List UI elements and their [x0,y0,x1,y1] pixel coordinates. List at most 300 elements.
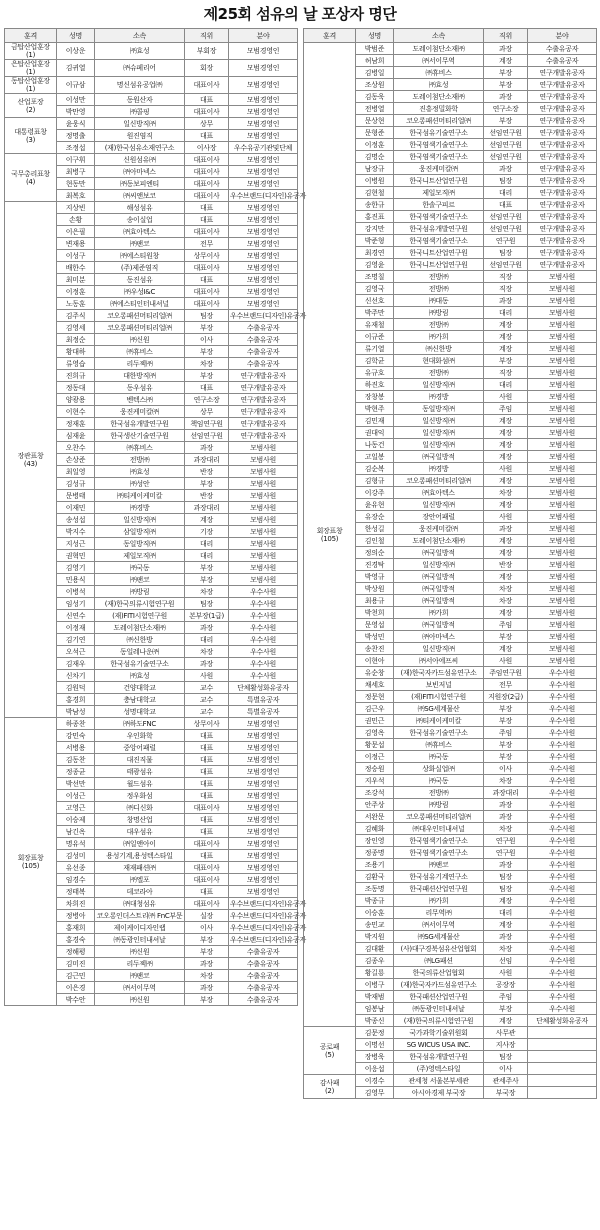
position-cell: 직장 [484,271,528,283]
affiliation-cell: ㈜효아텍스 [394,487,484,499]
award-recipient-name: 김명순 [356,151,394,163]
field-cell: 연구개발유공자 [528,103,597,115]
award-recipient-name: 정승원 [356,763,394,775]
field-cell: 수출유공자 [229,322,298,334]
field-cell: 모범사원 [528,343,597,355]
field-cell: 우수브랜드(디자인)유공자 [230,935,306,944]
affiliation-cell: 대우섬유 [95,826,185,838]
award-recipient-name: 김영세 [57,322,95,334]
award-recipient-name: 김영윤 [356,259,394,271]
position-cell: 전무 [185,238,229,250]
award-recipient-name: 조정섭 [57,142,95,154]
position-cell: 대표이사 [185,154,229,166]
award-recipient-name: 김문정 [356,1027,394,1039]
position-cell: 계장 [484,571,528,583]
award-category-cell: 은탑산업훈장 (1) [5,60,57,77]
affiliation-cell: 제이케이디자인랩 [95,922,185,934]
award-recipient-name: 박만영 [57,106,95,118]
affiliation-cell: 용성기계,용성텍스타일 [95,850,185,862]
position-cell: 부장 [185,370,229,382]
field-cell: 모범경영인 [229,154,298,166]
affiliation-cell: 코오롱패션머티리얼㈜ [95,310,185,322]
field-cell: 모범사원 [528,379,597,391]
position-cell: 연구원 [484,847,528,859]
affiliation-cell: ㈜SG세계물산 [394,931,484,943]
position-cell: 대표이사 [185,190,229,202]
field-cell: 수출유공자 [229,358,298,370]
field-cell: 모범사원 [528,307,597,319]
position-cell: 대표이사 [185,166,229,178]
affiliation-cell: 태광섬유 [95,766,185,778]
position-cell: 대표이사 [185,226,229,238]
award-recipient-name: 심재윤 [57,430,95,442]
award-recipient-name: 김종우 [356,955,394,967]
field-cell: 모범사원 [528,355,597,367]
affiliation-cell: 신원섬유㈜ [95,154,185,166]
field-cell: 우수사원 [528,1003,597,1015]
award-recipient-name: 유순창 [356,667,394,679]
position-cell: 과장 [484,523,528,535]
field-cell: 모범사원 [528,655,597,667]
award-recipient-name: 김환국 [356,871,394,883]
field-cell: 모범경영인 [229,238,298,250]
position-cell: 대표 [185,886,229,898]
position-cell: 사원 [484,655,528,667]
award-recipient-name: 안주상 [356,799,394,811]
award-recipient-name: 배한수 [57,262,95,274]
award-recipient-name: 박현주 [356,403,394,415]
affiliation-cell: 제일모직㈜ [394,187,484,199]
affiliation-cell: 웅진케미칼㈜ [394,523,484,535]
award-recipient-name: 허남희 [356,55,394,67]
affiliation-cell: ㈜슈페리어 [95,60,185,77]
field-cell: 모범경영인 [229,94,298,106]
award-category-cell: 회장표창 (105) [304,43,356,1027]
award-category-cell: 공로패 (5) [304,1027,356,1075]
affiliation-cell: ㈜대우인터내셔널 [394,823,484,835]
field-cell: 연구개발유공자 [229,382,298,394]
affiliation-cell: ㈜경방 [394,391,484,403]
table-row [304,1075,597,1087]
award-recipient-name: 이성근 [57,790,95,802]
position-cell: 연구원 [484,835,528,847]
position-cell: 사원 [484,463,528,475]
award-recipient-name: 송한규 [356,199,394,211]
header-award: 훈격 [304,29,356,43]
award-recipient-name: 김귀열 [57,60,95,77]
position-cell: 대리 [484,907,528,919]
position-cell: 연구원 [484,235,528,247]
left-award-table [4,28,306,1006]
position-cell: 부장 [484,631,528,643]
position-cell: 부장 [484,79,528,91]
field-cell: 우수사원 [528,871,597,883]
award-recipient-name: 강민숙 [57,730,95,742]
affiliation-cell: 리두젝㈜ [95,958,185,970]
position-cell: 선임연구원 [484,259,528,271]
affiliation-cell: 코오롱패션머티리얼㈜ [394,811,484,823]
award-recipient-name: 조상원 [356,79,394,91]
field-cell: 수출유공자 [229,994,298,1006]
position-cell: 이사 [185,922,229,934]
affiliation-cell: 동일레나운㈜ [95,646,185,658]
affiliation-cell: 중앙어패럴 [95,742,185,754]
affiliation-cell: 관세청 서울본부세관 [394,1075,484,1087]
award-recipient-name: 김기연 [57,634,95,646]
affiliation-cell: ㈜에스티인터내셔널 [95,298,185,310]
field-cell: 우수사원 [528,703,597,715]
award-recipient-name: 권민근 [356,715,394,727]
award-recipient-name: 조강석 [356,787,394,799]
affiliation-cell: 도레이첨단소재㈜ [394,91,484,103]
award-recipient-name: 하종찬 [57,718,95,730]
position-cell: 상무 [185,406,229,418]
award-recipient-name: 문병태 [57,490,95,502]
affiliation-cell: (재)FITI시험연구원 [95,610,185,622]
award-recipient-name: 박천희 [356,607,394,619]
header-affiliation: 소속 [95,29,185,43]
affiliation-cell: ㈜국일방적 [394,583,484,595]
field-cell: 우수사원 [528,823,597,835]
position-cell: 지사장 [484,1039,528,1051]
award-recipient-name: 이현아 [356,655,394,667]
award-recipient-name: 최병구 [57,166,95,178]
field-cell: 우수사원 [528,883,597,895]
affiliation-cell: 재재패션㈜ [95,862,185,874]
affiliation-cell: ㈜국동 [394,775,484,787]
award-recipient-name: 전병열 [356,103,394,115]
award-recipient-name: 이명선 [356,1039,394,1051]
field-cell: 모범경영인 [229,838,298,850]
position-cell: 대표 [185,94,229,106]
affiliation-cell: 일신방직㈜ [394,499,484,511]
award-recipient-name: 홍진표 [356,211,394,223]
award-recipient-name: 정명출 [57,130,95,142]
affiliation-cell: 장안어패럴 [394,511,484,523]
award-recipient-name: 권대익 [356,427,394,439]
award-recipient-name: 김영국 [356,283,394,295]
field-cell: 연구개발유공자 [229,394,298,406]
field-cell: 우수사원 [229,658,298,670]
award-recipient-name: 김영무 [356,1087,394,1099]
affiliation-cell: ㈜신한방 [95,634,185,646]
affiliation-cell: (재)한국의류시험연구원 [95,598,185,610]
field-cell: 모범경영인 [229,826,298,838]
field-cell: 연구개발유공자 [528,91,597,103]
affiliation-cell: 코오롱인더스트리㈜ FnC부문 [95,910,185,922]
award-recipient-name: 김순복 [356,463,394,475]
field-cell: 연구개발유공자 [229,370,298,382]
award-recipient-name: 장창봉 [356,391,394,403]
affiliation-cell: 우인화학 [95,730,185,742]
affiliation-cell: 한국섬유기술연구소 [95,658,185,670]
position-cell: 대표 [484,199,528,211]
affiliation-cell: 한국염색기술연구소 [394,151,484,163]
position-cell: 선임연구원 [484,223,528,235]
affiliation-cell: 한국니트산업연구원 [394,175,484,187]
affiliation-cell: 대한방직㈜ [95,370,185,382]
affiliation-cell: ㈜방림 [95,586,185,598]
affiliation-cell: ㈜일앤아이 [95,838,185,850]
field-cell: 수출유공자 [229,346,298,358]
position-cell: 선임연구원 [484,211,528,223]
field-cell: 모범경영인 [229,43,298,60]
field-cell: 우수브랜드(디자인)유공자 [230,923,306,932]
position-cell: 계장 [484,535,528,547]
affiliation-cell: ㈜국동 [394,751,484,763]
position-cell: 대표 [185,202,229,214]
affiliation-cell: 일신방직㈜ [394,559,484,571]
award-recipient-name: 조동명 [356,883,394,895]
field-cell: 우수사원 [528,943,597,955]
award-recipient-name: 임경수 [57,874,95,886]
field-cell: 모범사원 [528,511,597,523]
award-recipient-name: 지성근 [57,538,95,550]
award-recipient-name: 황대하 [57,346,95,358]
affiliation-cell: ㈜경방 [394,463,484,475]
affiliation-cell: ㈜가희 [394,895,484,907]
position-cell: 부회장 [185,43,229,60]
field-cell: 모범사원 [229,466,298,478]
position-cell: 사원 [484,391,528,403]
table-row [5,718,298,730]
award-category-cell: 회장표창 (105) [5,718,57,1006]
field-cell: 모범경영인 [229,298,298,310]
affiliation-cell: 코오롱패션머티리얼㈜ [394,115,484,127]
position-cell: 과장 [484,91,528,103]
affiliation-cell: 전방㈜ [394,319,484,331]
affiliation-cell: SG WICUS USA INC. [394,1039,484,1051]
affiliation-cell: ㈜팬코 [95,574,185,586]
field-cell: 모범경영인 [229,874,298,886]
affiliation-cell: (재)한국자카드섬유연구소 [394,979,484,991]
award-recipient-name: 김동욱 [356,91,394,103]
position-cell: 대리 [484,187,528,199]
field-cell: 모범경영인 [229,274,298,286]
field-cell: 우수사원 [528,991,597,1003]
affiliation-cell: ㈜우성I&C [95,286,185,298]
field-cell: 우수사원 [528,667,597,679]
affiliation-cell: ㈜국일방적 [394,571,484,583]
affiliation-cell: 일신방직㈜ [394,427,484,439]
position-cell: 대표이사 [185,862,229,874]
field-cell: 모범사원 [528,295,597,307]
field-cell: 연구개발유공자 [528,115,597,127]
field-cell: 연구개발유공자 [528,259,597,271]
award-recipient-name: 황길룡 [356,967,394,979]
affiliation-cell: ㈜에스티원창 [95,250,185,262]
award-recipient-name: 윤유현 [356,499,394,511]
award-recipient-name: 박재범 [356,991,394,1003]
field-cell: 우수유공기관및단체 [229,142,298,154]
affiliation-cell: ㈜하도FNC [95,718,185,730]
position-cell: 이사 [185,334,229,346]
affiliation-cell: ㈜동광인터내셔날 [95,934,185,946]
field-cell: 모범사원 [528,427,597,439]
field-cell: 모범사원 [528,547,597,559]
field-cell: 우수사원 [229,646,298,658]
award-recipient-name: 이은경 [57,982,95,994]
position-cell: 직장 [484,283,528,295]
field-cell: 모범사원 [528,631,597,643]
field-cell: 모범경영인 [229,778,298,790]
award-recipient-name: 박남성 [57,706,95,718]
affiliation-cell: ㈜LG패션 [394,955,484,967]
position-cell: 과장 [185,622,229,634]
affiliation-cell: 현대화섬㈜ [394,355,484,367]
award-recipient-name: 서병용 [57,742,95,754]
affiliation-cell: 코오롱패션머티리얼㈜ [95,322,185,334]
award-recipient-name: 김원덕 [57,682,95,694]
field-cell: 모범사원 [229,478,298,490]
field-cell: 모범경영인 [229,754,298,766]
table-row [5,60,298,77]
award-recipient-name: 박종신 [356,1015,394,1027]
position-cell: 팀장 [185,598,229,610]
award-recipient-name: 명유석 [57,838,95,850]
affiliation-cell: 전방㈜ [394,787,484,799]
affiliation-cell: 일신방직㈜ [95,514,185,526]
position-cell: 선임연구원 [484,127,528,139]
position-cell: 대표 [185,826,229,838]
position-cell: 대표이사 [185,874,229,886]
award-recipient-name: 박상원 [356,583,394,595]
field-cell [528,1039,597,1051]
table-row [304,1027,597,1039]
affiliation-cell: ㈜아마넥스 [95,166,185,178]
field-cell: 우수사원 [528,679,597,691]
affiliation-cell: 한국의류산업협회 [394,967,484,979]
field-cell: 수출유공자 [229,970,298,982]
position-cell: 부장 [484,715,528,727]
field-cell: 연구개발유공자 [528,163,597,175]
field-cell: 우수브랜드(디자인)유공자 [230,911,306,920]
award-recipient-name: 류영습 [57,358,95,370]
header-name: 성명 [57,29,95,43]
affiliation-cell: 웅진케미칼㈜ [394,163,484,175]
affiliation-cell: 월드섬유 [95,778,185,790]
affiliation-cell: 원진염직 [95,130,185,142]
award-recipient-name: 나동건 [356,439,394,451]
award-recipient-name: 이경수 [356,1075,394,1087]
award-category-cell: 동탑산업훈장 (1) [5,77,57,94]
field-cell: 우수사원 [528,955,597,967]
award-recipient-name: 남장규 [356,163,394,175]
position-cell: 대표이사 [185,77,229,94]
field-cell: 특별유공자 [229,706,298,718]
position-cell: 차장 [484,943,528,955]
position-cell: 전무 [484,679,528,691]
affiliation-cell: (주)제준염직 [95,262,185,274]
field-cell: 우수사원 [229,670,298,682]
affiliation-cell: 성명대학교 [95,706,185,718]
field-cell: 연구개발유공자 [229,418,298,430]
field-cell: 수출유공자 [229,982,298,994]
affiliation-cell: ㈜효성 [394,79,484,91]
award-recipient-name: 최미분 [57,274,95,286]
position-cell: 대표이사 [185,286,229,298]
field-cell: 우수사원 [528,727,597,739]
award-recipient-name: 최일영 [57,466,95,478]
award-recipient-name: 김인철 [356,535,394,547]
field-cell: 모범사원 [528,643,597,655]
affiliation-cell: 건양대학교 [95,682,185,694]
affiliation-cell: 보빈저널 [394,679,484,691]
field-cell: 우수사원 [528,787,597,799]
field-cell: 우수브랜드(디자인)유공자 [230,899,306,908]
position-cell: 실장 [185,910,229,922]
position-cell: 대표 [185,730,229,742]
position-cell: 연구소장 [185,394,229,406]
position-cell: 계장 [484,343,528,355]
award-recipient-name: 김대환 [356,943,394,955]
affiliation-cell: 전방㈜ [95,454,185,466]
award-recipient-name: 황문섭 [356,739,394,751]
award-recipient-name: 신선호 [356,295,394,307]
table-row [5,94,298,106]
field-cell: 연구개발유공자 [528,151,597,163]
award-recipient-name: 이승훈 [356,907,394,919]
field-cell: 모범경영인 [229,178,298,190]
field-cell: 우수사원 [229,610,298,622]
position-cell: 대리 [484,307,528,319]
position-cell: 상무 [185,118,229,130]
position-cell: 과장 [185,658,229,670]
position-cell: 대표 [185,790,229,802]
position-cell: 관세주사 [484,1075,528,1087]
affiliation-cell: 해성섬유 [95,202,185,214]
field-cell: 우수브랜드(디자인)유공자 [230,191,306,200]
position-cell: 교수 [185,682,229,694]
affiliation-cell: 동진섬유 [95,274,185,286]
field-cell: 연구개발유공자 [229,406,298,418]
award-recipient-name: 이현수 [57,406,95,418]
award-recipient-name: 정동대 [57,382,95,394]
field-cell: 연구개발유공자 [528,187,597,199]
award-recipient-name: 오찬수 [57,442,95,454]
field-cell: 모범사원 [229,502,298,514]
affiliation-cell: 한국섬유개발연구원 [95,418,185,430]
position-cell: 부장 [185,322,229,334]
affiliation-cell: 리두젝㈜ [95,358,185,370]
award-recipient-name: 정병아 [57,910,95,922]
position-cell: 부장 [484,703,528,715]
award-recipient-name: 민용식 [57,574,95,586]
award-recipient-name: 김성규 [57,478,95,490]
field-cell: 우수사원 [528,967,597,979]
position-cell: 사원 [185,670,229,682]
position-cell: 계장 [484,427,528,439]
affiliation-cell: ㈜가희 [394,331,484,343]
position-cell: 부장 [185,346,229,358]
award-recipient-name: 김병일 [356,67,394,79]
field-cell: 단체활성화유공자 [229,682,298,694]
position-cell: 사원 [484,967,528,979]
table-row [5,77,298,94]
affiliation-cell: ㈜팬코 [95,970,185,982]
position-cell: 과장대리 [185,502,229,514]
award-recipient-name: 김미진 [57,958,95,970]
affiliation-cell: 코오롱패션머티리얼㈜ [394,475,484,487]
position-cell: 대표 [185,778,229,790]
affiliation-cell: 일신방직㈜ [394,439,484,451]
header-position: 직위 [484,29,528,43]
field-cell: 모범사원 [528,607,597,619]
award-recipient-name: 유규호 [356,367,394,379]
award-recipient-name: 이병원 [356,175,394,187]
award-recipient-name: 정문현 [356,691,394,703]
award-recipient-name: 정태복 [57,886,95,898]
